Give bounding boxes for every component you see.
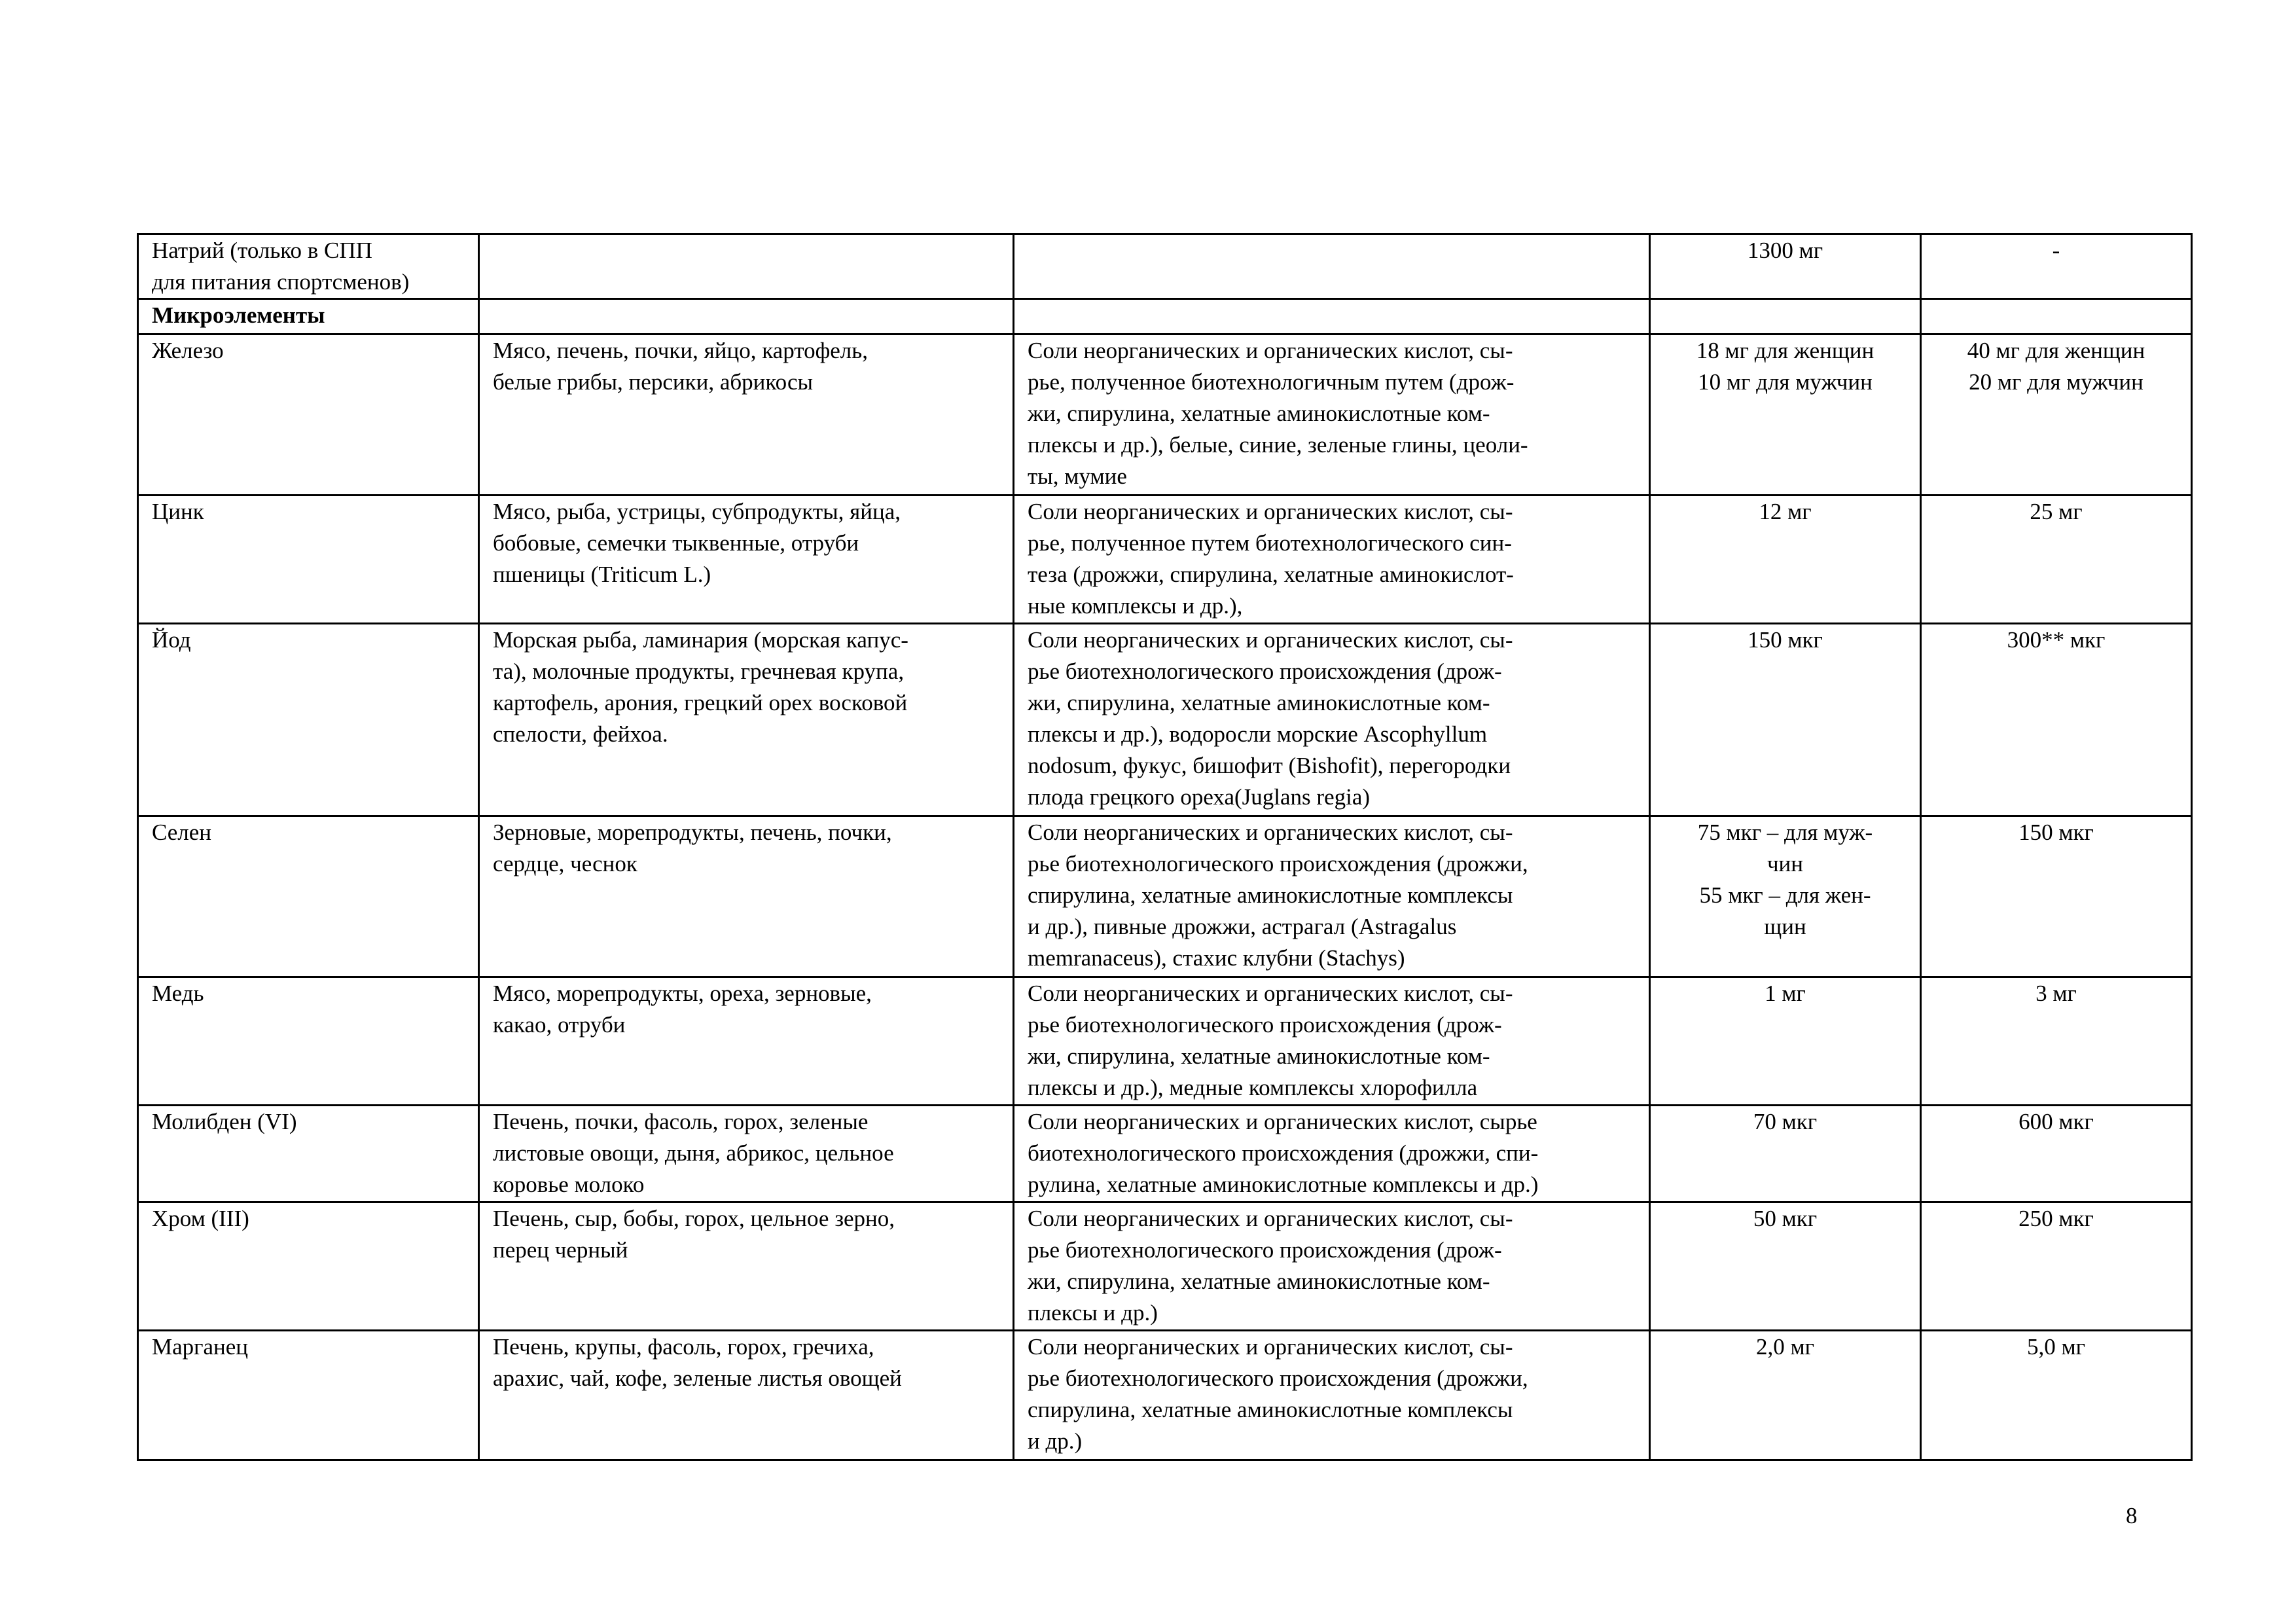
cell-text-line: рье биотехнологического происхождения (дрож- — [1028, 659, 1502, 684]
cell-text-line: 1300 мг — [1747, 238, 1823, 263]
ingredient-forms-cell — [1014, 624, 1650, 816]
cell-text-line: 70 мкг — [1753, 1109, 1818, 1134]
cell-text-line: плексы и др.), водоросли морские Ascophyllum — [1028, 721, 1488, 747]
adequate-intake-cell — [1650, 624, 1921, 816]
ingredient-forms-cell — [1014, 1331, 1650, 1460]
ingredient-forms-cell — [1014, 816, 1650, 977]
cell-text-line: и др.) — [1028, 1428, 1083, 1454]
nutrient-name-cell — [138, 496, 479, 624]
cell-text-line: жи, спирулина, хелатные аминокислотные ком- — [1028, 1269, 1490, 1294]
cell-text-line: Печень, сыр, бобы, горох, цельное зерно, — [493, 1206, 895, 1231]
empty-cell — [1014, 299, 1650, 334]
cell-text-line: и др.), пивные дрожжи, астрагал (Astragalus — [1028, 914, 1457, 939]
section-title: Микроэлементы — [152, 302, 325, 328]
adequate-intake-cell — [1650, 496, 1921, 624]
cell-text-line: жи, спирулина, хелатные аминокислотные ком- — [1028, 401, 1490, 426]
food-sources-cell — [479, 334, 1014, 496]
cell-text-line: Соли неорганических и органических кислот, сы- — [1028, 338, 1513, 363]
table-row — [138, 1202, 2192, 1331]
ingredient-forms-cell — [1014, 496, 1650, 624]
cell-text-line: memranaceus), стахис клубни (Stachys) — [1028, 945, 1405, 971]
cell-text-line: арахис, чай, кофе, зеленые листья овощей — [493, 1365, 902, 1391]
cell-text-line: рье биотехнологического происхождения (дрож- — [1028, 1012, 1502, 1038]
section-header-cell — [138, 299, 479, 334]
adequate-intake-cell — [1650, 1202, 1921, 1331]
empty-cell — [1921, 299, 2192, 334]
table-row — [138, 624, 2192, 816]
cell-text-line: рье биотехнологического происхождения (дрожжи, — [1028, 851, 1528, 876]
cell-text-line: плексы и др.), медные комплексы хлорофилла — [1028, 1075, 1478, 1100]
cell-text-line: Мясо, морепродукты, ореха, зерновые, — [493, 981, 872, 1006]
cell-text-line: 300** мкг — [2007, 627, 2106, 653]
cell-text-line: 150 мкг — [1748, 627, 1823, 653]
cell-text-line: Морская рыба, ламинария (морская капус- — [493, 627, 908, 653]
cell-text-line: пшеницы (Triticum L.) — [493, 562, 711, 587]
cell-text-line: Печень, почки, фасоль, горох, зеленые — [493, 1109, 869, 1134]
cell-text-line: Мясо, печень, почки, яйцо, картофель, — [493, 338, 868, 363]
cell-text-line: картофель, арония, грецкий орех восковой — [493, 690, 908, 715]
food-sources-cell — [479, 977, 1014, 1106]
cell-text-line: сердце, чеснок — [493, 851, 637, 876]
cell-text-line: Хром (III) — [152, 1206, 249, 1231]
nutrient-name-cell — [138, 234, 479, 299]
nutrient-name-cell — [138, 334, 479, 496]
cell-text-line: Медь — [152, 981, 204, 1006]
cell-text-line: плексы и др.) — [1028, 1300, 1158, 1326]
cell-text-line: рье биотехнологического происхождения (дрожжи, — [1028, 1365, 1528, 1391]
cell-text-line: Марганец — [152, 1334, 249, 1360]
cell-text-line: 150 мкг — [2018, 820, 2094, 845]
cell-text-line: жи, спирулина, хелатные аминокислотные ком- — [1028, 690, 1490, 715]
cell-text-line: Соли неорганических и органических кислот, сы- — [1028, 499, 1513, 524]
cell-text-line: теза (дрожжи, спирулина, хелатные аминокислот- — [1028, 562, 1514, 587]
cell-text-line: перец черный — [493, 1237, 628, 1263]
adequate-intake-cell — [1650, 816, 1921, 977]
cell-text-line: 12 мг — [1759, 499, 1812, 524]
food-sources-cell — [479, 496, 1014, 624]
cell-text-line: 1 мг — [1765, 981, 1806, 1006]
upper-limit-cell — [1921, 977, 2192, 1106]
table-row — [138, 977, 2192, 1106]
cell-text-line: nodosum, фукус, бишофит (Bishofit), перегородки — [1028, 753, 1511, 778]
cell-text-line: щин — [1764, 914, 1806, 939]
cell-text-line: плексы и др.), белые, синие, зеленые глины, цеоли- — [1028, 432, 1528, 458]
table-row — [138, 1106, 2192, 1202]
table-body — [138, 234, 2192, 1460]
ingredient-forms-cell — [1014, 234, 1650, 299]
cell-text-line: рье, полученное биотехнологичным путем (дрож- — [1028, 369, 1515, 395]
adequate-intake-cell — [1650, 1331, 1921, 1460]
nutrient-name-cell — [138, 977, 479, 1106]
cell-text-line: Печень, крупы, фасоль, горох, гречиха, — [493, 1334, 874, 1360]
micronutrient-table — [137, 233, 2193, 1461]
cell-text-line: Молибден (VI) — [152, 1109, 297, 1134]
nutrient-name-cell — [138, 816, 479, 977]
cell-text-line: биотехнологического происхождения (дрожжи, спи- — [1028, 1140, 1539, 1166]
cell-text-line: 20 мг для мужчин — [1969, 369, 2144, 395]
cell-text-line: спелости, фейхоа. — [493, 721, 668, 747]
cell-text-line: - — [2052, 238, 2060, 263]
food-sources-cell — [479, 1202, 1014, 1331]
cell-text-line: Соли неорганических и органических кислот, сы- — [1028, 627, 1513, 653]
food-sources-cell — [479, 1106, 1014, 1202]
cell-text-line: Йод — [152, 627, 191, 653]
cell-text-line: Натрий (только в СПП — [152, 238, 372, 263]
cell-text-line: какао, отруби — [493, 1012, 626, 1038]
ingredient-forms-cell — [1014, 977, 1650, 1106]
table-row — [138, 334, 2192, 496]
cell-text-line: Соли неорганических и органических кислот, сырье — [1028, 1109, 1537, 1134]
cell-text-line: 25 мг — [2030, 499, 2083, 524]
empty-cell — [1650, 299, 1921, 334]
cell-text-line: Железо — [152, 338, 224, 363]
cell-text-line: 50 мкг — [1753, 1206, 1818, 1231]
cell-text-line: 2,0 мг — [1755, 1334, 1814, 1360]
cell-text-line: 3 мг — [2036, 981, 2077, 1006]
cell-text-line: 10 мг для мужчин — [1698, 369, 1873, 395]
upper-limit-cell — [1921, 624, 2192, 816]
table-row — [138, 816, 2192, 977]
cell-text-line: Соли неорганических и органических кислот, сы- — [1028, 820, 1513, 845]
empty-cell — [479, 299, 1014, 334]
page-number: 8 — [2126, 1503, 2138, 1528]
table-row — [138, 299, 2192, 334]
cell-text-line: Соли неорганических и органических кислот, сы- — [1028, 981, 1513, 1006]
cell-text-line: спирулина, хелатные аминокислотные комплексы — [1028, 882, 1513, 908]
cell-text-line: бобовые, семечки тыквенные, отруби — [493, 530, 859, 556]
nutrient-name-cell — [138, 624, 479, 816]
nutrient-name-cell — [138, 1106, 479, 1202]
cell-text-line: Зерновые, морепродукты, печень, почки, — [493, 820, 892, 845]
upper-limit-cell — [1921, 334, 2192, 496]
adequate-intake-cell — [1650, 334, 1921, 496]
cell-text-line: ные комплексы и др.), — [1028, 593, 1243, 619]
upper-limit-cell — [1921, 816, 2192, 977]
food-sources-cell — [479, 234, 1014, 299]
cell-text-line: ты, мумие — [1028, 463, 1127, 489]
ingredient-forms-cell — [1014, 1202, 1650, 1331]
cell-text-line: 75 мкг – для муж- — [1697, 820, 1873, 845]
adequate-intake-cell — [1650, 1106, 1921, 1202]
cell-text-line: жи, спирулина, хелатные аминокислотные ком- — [1028, 1043, 1490, 1069]
cell-text-line: спирулина, хелатные аминокислотные комплексы — [1028, 1397, 1513, 1422]
adequate-intake-cell — [1650, 977, 1921, 1106]
cell-text-line: плода грецкого ореха(Juglans regia) — [1028, 784, 1371, 810]
food-sources-cell — [479, 1331, 1014, 1460]
cell-text-line: 5,0 мг — [2026, 1334, 2085, 1360]
upper-limit-cell — [1921, 1202, 2192, 1331]
cell-text-line: Соли неорганических и органических кислот, сы- — [1028, 1334, 1513, 1360]
food-sources-cell — [479, 816, 1014, 977]
adequate-intake-cell — [1650, 234, 1921, 299]
food-sources-cell — [479, 624, 1014, 816]
cell-text-line: листовые овощи, дыня, абрикос, цельное — [493, 1140, 894, 1166]
cell-text-line: 18 мг для женщин — [1696, 338, 1874, 363]
table-row — [138, 1331, 2192, 1460]
cell-text-line: рулина, хелатные аминокислотные комплексы и др.) — [1028, 1172, 1539, 1197]
nutrient-name-cell — [138, 1331, 479, 1460]
ingredient-forms-cell — [1014, 1106, 1650, 1202]
cell-text-line: 40 мг для женщин — [1967, 338, 2145, 363]
table-row — [138, 234, 2192, 299]
cell-text-line: коровье молоко — [493, 1172, 645, 1197]
upper-limit-cell — [1921, 1331, 2192, 1460]
cell-text-line: Мясо, рыба, устрицы, субпродукты, яйца, — [493, 499, 901, 524]
table-row — [138, 496, 2192, 624]
ingredient-forms-cell — [1014, 334, 1650, 496]
cell-text-line: та), молочные продукты, гречневая крупа, — [493, 659, 905, 684]
cell-text-line: 250 мкг — [2018, 1206, 2094, 1231]
cell-text-line: Соли неорганических и органических кислот, сы- — [1028, 1206, 1513, 1231]
nutrient-name-cell — [138, 1202, 479, 1331]
cell-text-line: белые грибы, персики, абрикосы — [493, 369, 814, 395]
cell-text-line: Цинк — [152, 499, 204, 524]
cell-text-line: чин — [1767, 851, 1804, 876]
upper-limit-cell — [1921, 234, 2192, 299]
cell-text-line: 55 мкг – для жен- — [1699, 882, 1871, 908]
upper-limit-cell — [1921, 1106, 2192, 1202]
cell-text-line: Селен — [152, 820, 212, 845]
cell-text-line: рье, полученное путем биотехнологического син- — [1028, 530, 1512, 556]
cell-text-line: рье биотехнологического происхождения (дрож- — [1028, 1237, 1502, 1263]
cell-text-line: 600 мкг — [2018, 1109, 2094, 1134]
upper-limit-cell — [1921, 496, 2192, 624]
cell-text-line: для питания спортсменов) — [152, 269, 410, 295]
